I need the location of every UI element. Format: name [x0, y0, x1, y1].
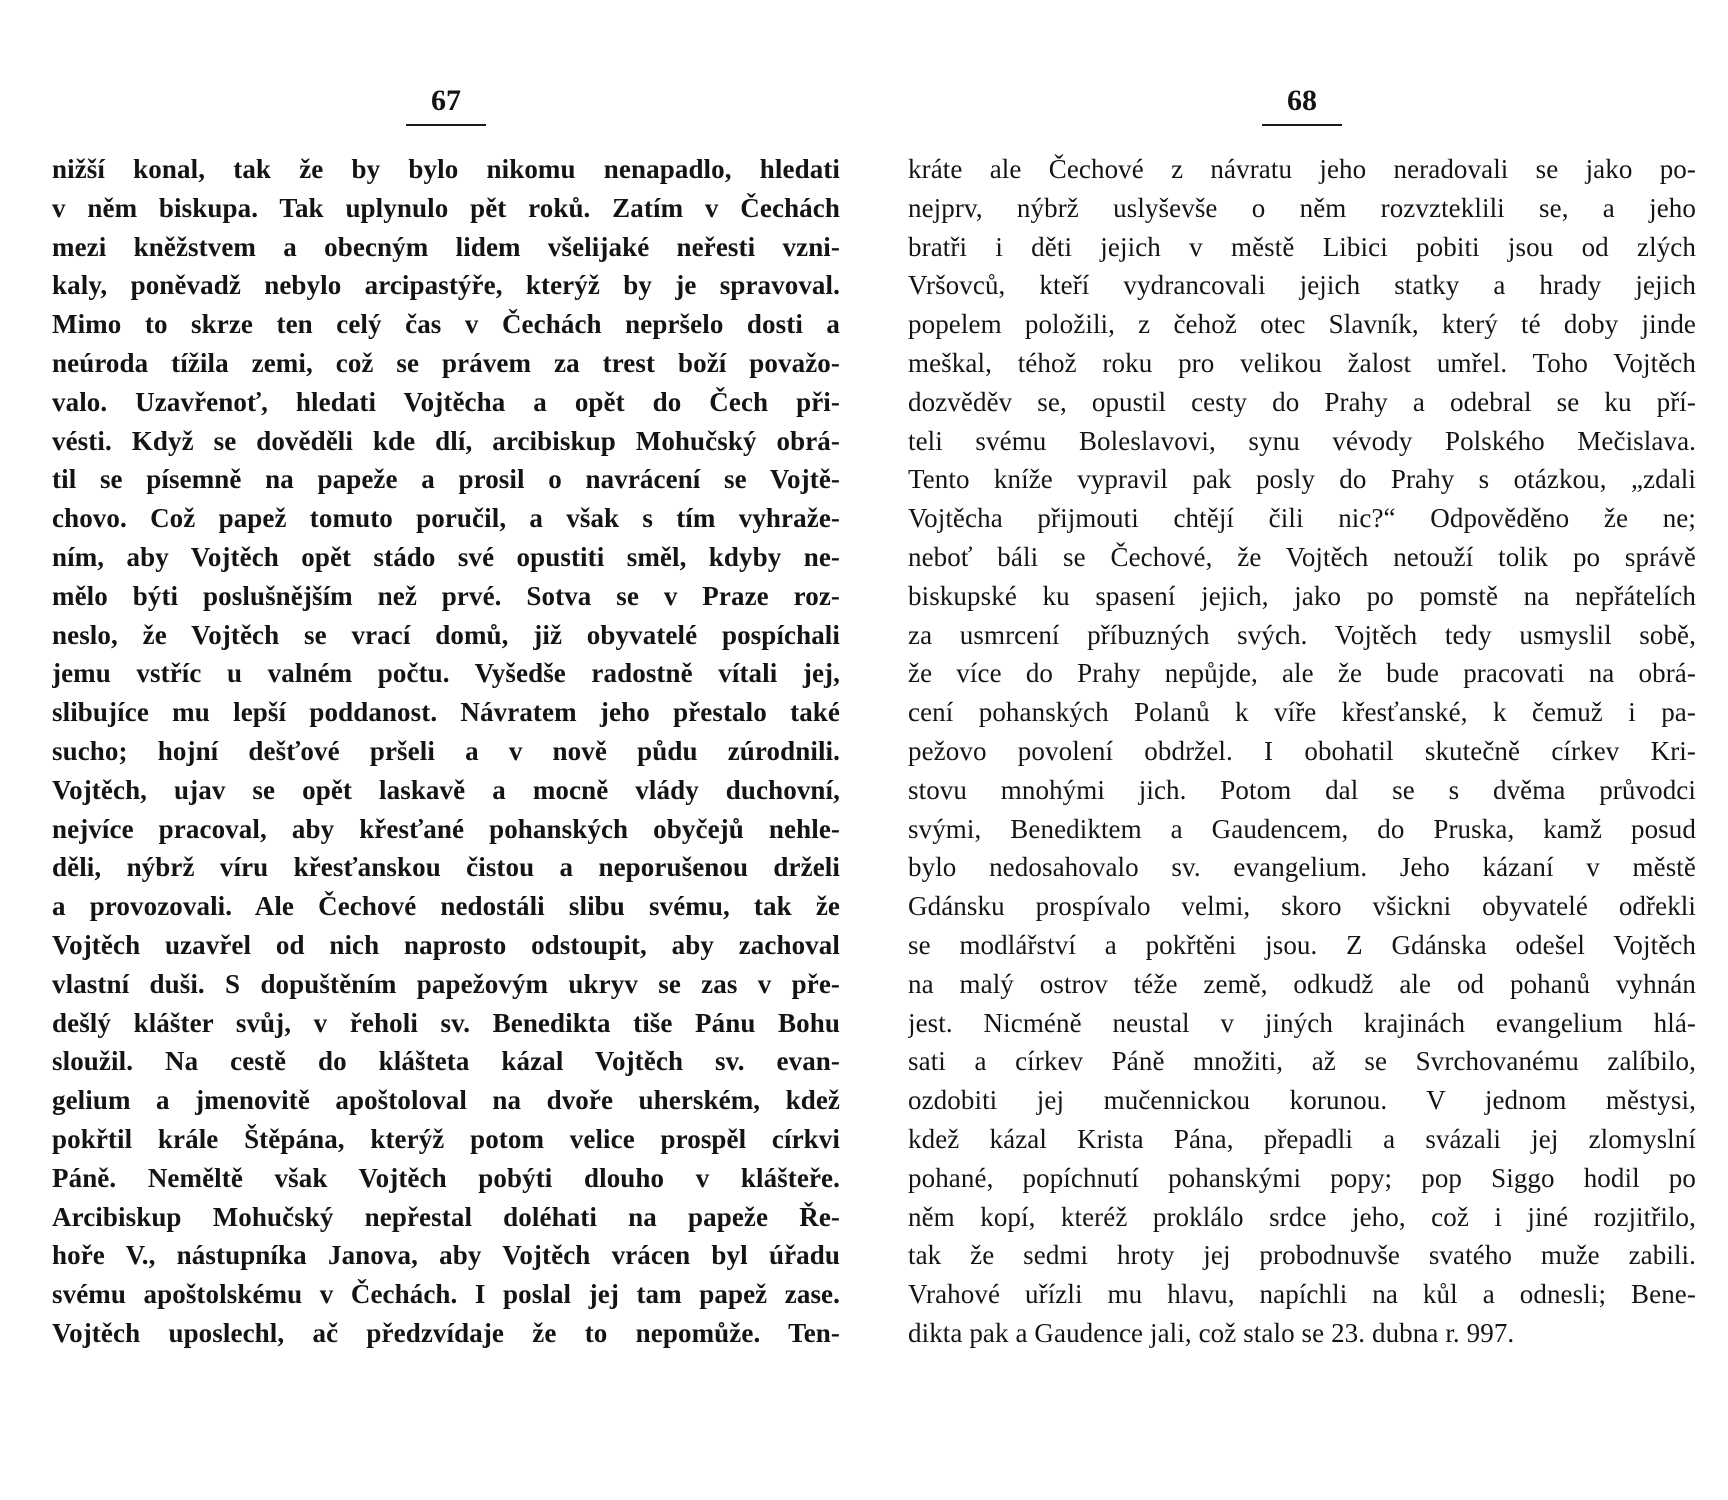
text-line: Tento kníže vypravil pak posly do Prahy s otázkou, „zdali	[908, 464, 1696, 495]
text-line: tak že sedmi hroty jej probodnuvše svatého muže zabili.	[908, 1240, 1696, 1271]
body-text	[52, 150, 840, 1353]
text-line: biskupské ku spasení jejich, jako po pomstě na nepřátelích	[908, 580, 1696, 611]
text-line: a provozovali. Ale Čechové nedostáli slibu svému, tak že	[52, 891, 840, 922]
text-line: bylo nedosahovalo sv. evangelium. Jeho kázaní v městě	[908, 852, 1696, 883]
text-line: mezi kněžstvem a obecným lidem všelijaké neřesti vzni-	[52, 231, 840, 262]
text-line: chovo. Což papež tomuto poručil, a však s tím vyhraže-	[52, 503, 840, 534]
text-line: něm kopí, kteréž proklálo srdce jeho, což i jiné rozjitřilo,	[908, 1201, 1696, 1232]
text-line: sloužil. Na cestě do klášteta kázal Vojtěch sv. evan-	[52, 1046, 840, 1077]
text-line: že více do Prahy nepůjde, ale že bude pracovati na obrá-	[908, 658, 1696, 689]
right-page	[908, 72, 1696, 1353]
text-line: gelium a jmenovitě apoštoloval na dvoře uherském, kdež	[52, 1085, 840, 1116]
text-line: ním, aby Vojtěch opět stádo své opustiti směl, kdyby ne-	[52, 541, 840, 572]
text-line: Mimo to skrze ten celý čas v Čechách nepršelo dosti a	[52, 309, 840, 340]
text-line: nejvíce pracoval, aby křesťané pohanských obyčejů nehle-	[52, 813, 840, 844]
text-line: děli, nýbrž víru křesťanskou čistou a neporušenou drželi	[52, 852, 840, 883]
text-line: pokřtil krále Štěpána, kterýž potom velice prospěl církvi	[52, 1123, 840, 1154]
page-number-rule	[406, 124, 486, 126]
text-line: dikta pak a Gaudence jali, což stalo se 23. dubna r. 997.	[908, 1317, 1515, 1348]
page-number: 68	[1287, 84, 1317, 117]
text-line: dozvěděv se, opustil cesty do Prahy a odebral se ku pří-	[908, 386, 1696, 417]
text-line: svému apoštolskému v Čechách. I poslal jej tam papež zase.	[52, 1279, 840, 1310]
text-line: cení pohanských Polanů k víře křesťanské, k čemuž i pa-	[908, 697, 1696, 728]
text-line: nižší konal, tak že by bylo nikomu nenapadlo, hledati	[52, 154, 840, 184]
text-line: teli svému Boleslavovi, synu vévody Polského Mečislava.	[908, 425, 1696, 456]
text-line: pohané, popíchnutí pohanskými popy; pop Siggo hodil po	[908, 1162, 1696, 1193]
text-line: se modlářství a pokřtěni jsou. Z Gdánska odešel Vojtěch	[908, 929, 1696, 960]
text-line: v něm biskupa. Tak uplynulo pět roků. Zatím v Čechách	[52, 192, 840, 223]
text-line: kaly, poněvadž nebylo arcipastýře, kterýž by je spravoval.	[52, 270, 840, 301]
text-line: stovu mnohými jich. Potom dal se s dvěma průvodci	[908, 774, 1696, 805]
text-line: vésti. Když se dověděli kde dlí, arcibiskup Mohučský obrá-	[52, 425, 840, 456]
text-line: neslo, že Vojtěch se vrací domů, již obyvatelé pospíchali	[52, 619, 840, 650]
left-page	[52, 72, 840, 1353]
text-line: za usmrcení příbuzných svých. Vojtěch tedy usmyslil sobě,	[908, 619, 1696, 650]
text-line: Vojtěch uzavřel od nich naprosto odstoupit, aby zachoval	[52, 929, 840, 960]
text-line: svými, Benediktem a Gaudencem, do Pruska, kamž posud	[908, 813, 1696, 844]
text-line: til se písemně na papeže a prosil o navrácení se Vojtě-	[52, 464, 840, 495]
text-line: na malý ostrov téže země, odkudž ale od pohanů vyhnán	[908, 968, 1696, 999]
page-number: 67	[431, 84, 461, 117]
text-line: sati a církev Páně množiti, až se Svrchovanému zalíbilo,	[908, 1046, 1696, 1077]
text-line: slibujíce mu lepší poddanost. Návratem jeho přestalo také	[52, 697, 840, 728]
text-line: ozdobiti jej mučennickou korunou. V jednom městysi,	[908, 1085, 1696, 1116]
text-line: neúroda tížila zemi, což se právem za trest boží považo-	[52, 347, 840, 378]
text-line: neboť báli se Čechové, že Vojtěch netouží tolik po správě	[908, 541, 1696, 572]
text-line: dešlý klášter svůj, v řeholi sv. Benedikta tiše Pánu Bohu	[52, 1007, 840, 1038]
text-line: Vrahové uřízli mu hlavu, napíchli na kůl a odnesli; Bene-	[908, 1279, 1696, 1310]
text-line: jest. Nicméně neustal v jiných krajinách evangelium hlá-	[908, 1007, 1696, 1038]
text-line: Vojtěcha přijmouti chtějí čili nic?“ Odpověděno že ne;	[908, 503, 1696, 534]
text-line: Gdánsku prospívalo velmi, skoro všickni obyvatelé odřekli	[908, 891, 1696, 922]
text-line: mělo býti poslušnějším než prvé. Sotva se v Praze roz-	[52, 580, 840, 611]
text-line: meškal, téhož roku pro velikou žalost umřel. Toho Vojtěch	[908, 347, 1696, 378]
text-line: Páně. Neměltě však Vojtěch pobýti dlouho v klášteře.	[52, 1162, 840, 1193]
page-number-rule	[1262, 124, 1342, 126]
text-line: sucho; hojní dešťové pršeli a v nově půdu zúrodnili.	[52, 735, 840, 766]
text-line: kdež kázal Krista Pána, přepadli a svázali jej zlomyslní	[908, 1123, 1696, 1154]
text-line: kráte ale Čechové z návratu jeho neradovali se jako po-	[908, 154, 1696, 184]
body-text	[908, 150, 1696, 1353]
text-line: valo. Uzavřenoť, hledati Vojtěcha a opět do Čech při-	[52, 386, 840, 417]
text-line: pežovo povolení obdržel. I obohatil skutečně církev Kri-	[908, 735, 1696, 766]
text-line: Arcibiskup Mohučský nepřestal doléhati na papeže Ře-	[52, 1201, 840, 1232]
text-line: jemu vstříc u valném počtu. Vyšedše radostně vítali jej,	[52, 658, 840, 689]
text-line: Vojtěch, ujav se opět laskavě a mocně vlády duchovní,	[52, 774, 840, 805]
text-line: vlastní duši. S dopuštěním papežovým ukryv se zas v pře-	[52, 968, 840, 999]
text-line: hoře V., nástupníka Janova, aby Vojtěch vrácen byl úřadu	[52, 1240, 840, 1271]
text-line: Vršovců, kteří vydrancovali jejich statky a hrady jejich	[908, 270, 1696, 301]
text-line: nejprv, nýbrž uslyševše o něm rozvzteklili se, a jeho	[908, 192, 1696, 223]
text-line: Vojtěch uposlechl, ač předzvídaje že to nepomůže. Ten-	[52, 1317, 840, 1348]
text-line: bratři i děti jejich v městě Libici pobiti jsou od zlých	[908, 231, 1696, 262]
text-line: popelem položili, z čehož otec Slavník, který té doby jinde	[908, 309, 1696, 340]
